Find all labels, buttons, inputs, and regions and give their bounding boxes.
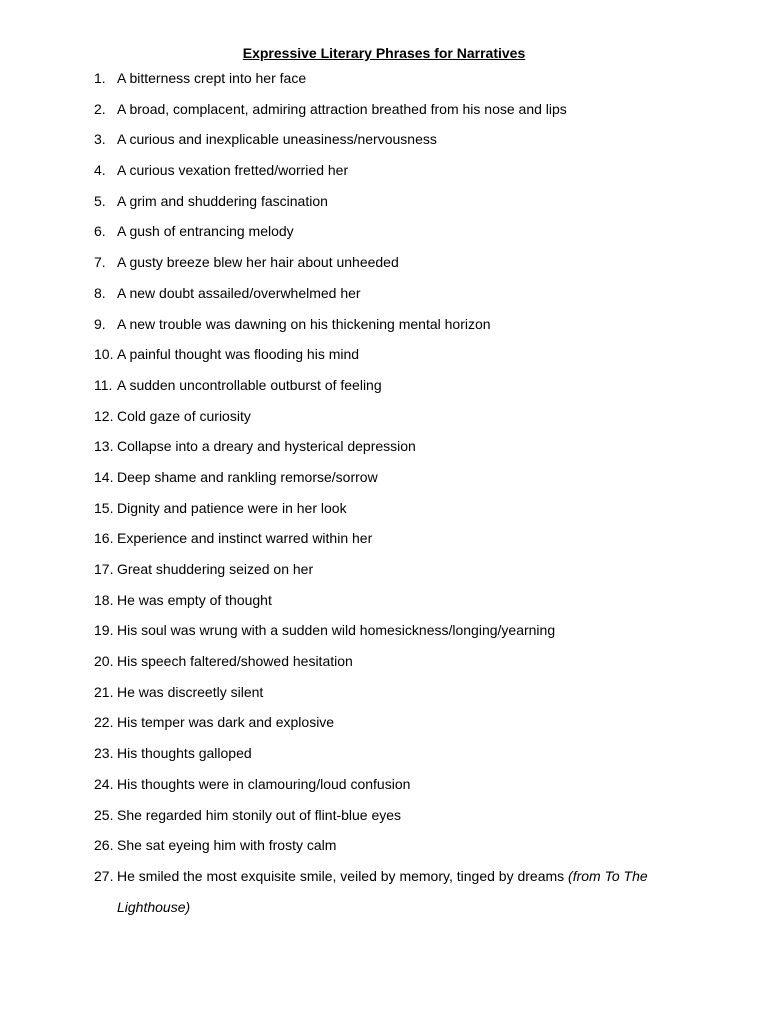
item-text — [117, 861, 677, 923]
list-item — [94, 253, 734, 284]
list-item — [94, 591, 734, 622]
list-item — [94, 806, 734, 837]
item-number: 18. — [94, 591, 114, 608]
item-number: 6. — [94, 223, 106, 240]
item-text: Collapse into a dreary and hysterical depression — [117, 438, 416, 455]
list-item — [94, 437, 734, 468]
list-item — [94, 867, 734, 927]
list-item — [94, 284, 734, 315]
item-number: 1. — [94, 70, 106, 86]
item-text: A gusty breeze blew her hair about unheeded — [117, 254, 399, 271]
item-text: His thoughts were in clamouring/loud confusion — [117, 775, 411, 792]
list-item — [94, 499, 734, 530]
item-number: 12. — [94, 407, 114, 424]
item-text: She regarded him stonily out of flint-blue eyes — [117, 806, 402, 823]
item-text: She sat eyeing him with frosty calm — [117, 837, 337, 854]
item-text: A curious and inexplicable uneasiness/nervousness — [117, 131, 437, 148]
item-text: A bitterness crept into her face — [117, 70, 307, 86]
item-number: 27. — [94, 867, 114, 884]
item-number: 5. — [94, 192, 106, 209]
item-number: 16. — [94, 530, 114, 547]
list-item — [94, 130, 734, 161]
item-text: A sudden uncontrollable outburst of feeling — [117, 376, 382, 393]
item-text: His thoughts galloped — [117, 745, 252, 762]
list-item — [94, 652, 734, 683]
item-text: A new trouble was dawning on his thickening mental horizon — [117, 315, 491, 332]
item-number: 17. — [94, 561, 114, 577]
item-number: 9. — [94, 315, 106, 332]
item-number: 11. — [94, 376, 113, 393]
list-item — [94, 744, 734, 775]
list-item — [94, 222, 734, 253]
item-number: 3. — [94, 131, 106, 148]
item-number: 22. — [94, 714, 114, 731]
item-text: Dignity and patience were in her look — [117, 499, 347, 516]
item-text: A new doubt assailed/overwhelmed her — [117, 284, 361, 301]
list-item — [94, 468, 734, 499]
item-text: A curious vexation fretted/worried her — [117, 162, 349, 179]
item-text: His speech faltered/showed hesitation — [117, 653, 353, 670]
document-title: Expressive Literary Phrases for Narratives — [242, 45, 526, 61]
item-text: A gush of entrancing melody — [117, 223, 294, 240]
item-number: 26. — [94, 837, 114, 854]
item-number: 23. — [94, 745, 114, 762]
item-number: 2. — [94, 100, 106, 117]
item-text: He was empty of thought — [117, 591, 272, 608]
item-number: 19. — [94, 622, 114, 639]
item-number: 14. — [94, 468, 114, 485]
list-item — [94, 621, 734, 652]
item-number: 15. — [94, 499, 114, 516]
list-item — [94, 407, 734, 438]
item-number: 13. — [94, 438, 114, 455]
item-text: Cold gaze of curiosity — [117, 407, 251, 424]
list-item — [94, 560, 734, 591]
list-item — [94, 315, 734, 346]
list-item — [94, 376, 734, 407]
item-text: A broad, complacent, admiring attraction breathed from his nose and lips — [117, 100, 567, 117]
item-number: 4. — [94, 162, 106, 179]
item-text: A grim and shuddering fascination — [117, 192, 328, 209]
item-text: His soul was wrung with a sudden wild homesickness/longing/yearning — [117, 622, 556, 639]
item-number: 24. — [94, 775, 114, 792]
item-text: His temper was dark and explosive — [117, 714, 335, 731]
item-number: 25. — [94, 806, 114, 823]
item-text-main: He smiled the most exquisite smile, veiled by memory, tinged by dreams — [117, 867, 569, 884]
item-text: Deep shame and rankling remorse/sorrow — [117, 468, 378, 485]
item-text: Experience and instinct warred within her — [117, 530, 373, 547]
item-text: A painful thought was flooding his mind — [117, 346, 360, 363]
list-item — [94, 161, 734, 192]
list-item — [94, 683, 734, 714]
list-item — [94, 345, 734, 376]
item-number: 21. — [94, 683, 114, 700]
item-number: 7. — [94, 254, 106, 271]
list-item — [94, 775, 734, 806]
list-item — [94, 713, 734, 744]
phrase-list — [94, 69, 734, 927]
list-item — [94, 69, 734, 100]
item-source: (from To The Lighthouse) — [117, 867, 648, 915]
item-text: He was discreetly silent — [117, 683, 264, 700]
list-item — [94, 100, 734, 131]
item-number: 8. — [94, 284, 106, 301]
item-text: Great shuddering seized on her — [117, 561, 314, 577]
item-number: 10. — [94, 346, 114, 363]
list-item — [94, 192, 734, 223]
item-number: 20. — [94, 653, 114, 670]
list-item — [94, 529, 734, 560]
